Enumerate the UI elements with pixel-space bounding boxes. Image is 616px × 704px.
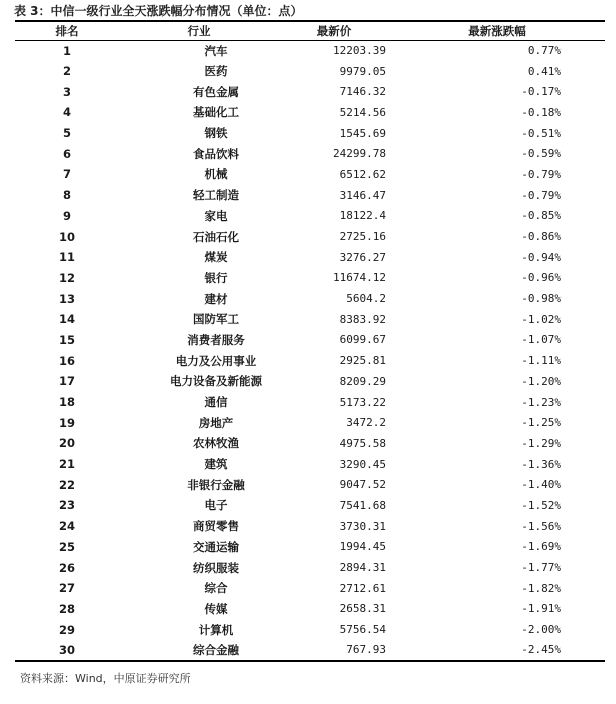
industry-cell: 房地产 [198, 415, 234, 430]
price-cell: 2925.81 [339, 354, 386, 368]
industry-cell: 机械 [204, 167, 228, 182]
price-cell: 5604.2 [346, 292, 386, 306]
table-row [15, 268, 605, 289]
rank-cell: 17 [58, 374, 75, 389]
table-row [15, 537, 605, 558]
rank-cell: 5 [62, 126, 71, 141]
industry-cell: 综合 [204, 581, 228, 596]
industry-cell: 交通运输 [193, 539, 239, 554]
rank-cell: 19 [58, 415, 75, 430]
change-cell: -0.94% [521, 250, 561, 264]
change-cell: -1.77% [521, 561, 561, 575]
industry-cell: 汽车 [204, 43, 228, 58]
rank-cell: 25 [58, 539, 75, 554]
header-latest-price: 最新价 [316, 23, 352, 38]
price-cell: 6512.62 [339, 167, 386, 181]
table-row [15, 61, 605, 82]
rank-cell: 28 [58, 601, 75, 616]
rank-cell: 26 [58, 560, 75, 575]
header-latest-change: 最新涨跌幅 [468, 23, 526, 38]
rank-cell: 12 [58, 270, 75, 285]
industry-cell: 石油石化 [193, 229, 239, 244]
price-cell: 9979.05 [339, 64, 386, 78]
industry-cell: 基础化工 [193, 105, 239, 120]
industry-cell: 传媒 [204, 601, 228, 616]
industry-cell: 建筑 [204, 457, 228, 472]
table-row [15, 102, 605, 123]
industry-cell: 银行 [204, 270, 228, 285]
table-row [15, 123, 605, 144]
change-cell: -1.91% [521, 602, 561, 616]
rank-cell: 6 [62, 146, 71, 161]
table-row [15, 164, 605, 185]
change-cell: -0.85% [521, 209, 561, 223]
industry-cell: 计算机 [198, 622, 234, 637]
change-cell: -1.29% [521, 436, 561, 450]
rank-cell: 3 [62, 84, 71, 99]
rank-cell: 7 [62, 167, 71, 182]
change-cell: -0.86% [521, 230, 561, 244]
price-cell: 3290.45 [339, 457, 386, 471]
table-header-row [15, 21, 605, 40]
change-cell: -1.52% [521, 498, 561, 512]
price-cell: 767.93 [346, 643, 386, 657]
table-row [15, 288, 605, 309]
change-cell: -1.11% [521, 354, 561, 368]
industry-cell: 商贸零售 [193, 519, 239, 534]
rank-cell: 15 [58, 332, 75, 347]
industry-change-table [15, 20, 605, 662]
rank-cell: 4 [62, 105, 71, 120]
rank-cell: 10 [58, 229, 75, 244]
rank-cell: 24 [58, 519, 75, 534]
change-cell: -0.59% [521, 147, 561, 161]
price-cell: 4975.58 [339, 436, 386, 450]
rank-cell: 27 [58, 581, 75, 596]
rank-cell: 16 [58, 353, 75, 368]
change-cell: 0.41% [527, 64, 561, 78]
change-cell: -0.79% [521, 167, 561, 181]
rank-cell: 18 [58, 395, 75, 410]
price-cell: 7146.32 [339, 85, 386, 99]
rank-cell: 20 [58, 436, 75, 451]
price-cell: 8383.92 [339, 312, 386, 326]
change-cell: -0.18% [521, 105, 561, 119]
header-industry: 行业 [187, 23, 211, 38]
price-cell: 2712.61 [339, 581, 386, 595]
rank-cell: 22 [58, 477, 75, 492]
change-cell: 0.77% [527, 44, 561, 58]
table-row [15, 495, 605, 516]
table-body [15, 40, 605, 661]
price-cell: 2658.31 [339, 602, 386, 616]
change-cell: -0.96% [521, 271, 561, 285]
table-row [15, 206, 605, 227]
change-cell: -1.07% [521, 333, 561, 347]
rank-cell: 14 [58, 312, 75, 327]
table-row [15, 640, 605, 661]
change-cell: -1.40% [521, 478, 561, 492]
rank-cell: 23 [58, 498, 75, 513]
industry-cell: 建材 [204, 291, 228, 306]
table-row [15, 412, 605, 433]
table-row [15, 371, 605, 392]
table-row [15, 185, 605, 206]
table-row [15, 557, 605, 578]
table-row [15, 516, 605, 537]
change-cell: -1.23% [521, 395, 561, 409]
industry-cell: 国防军工 [193, 312, 239, 327]
rank-cell: 2 [62, 64, 71, 79]
change-cell: -0.98% [521, 292, 561, 306]
table-row [15, 474, 605, 495]
industry-cell: 电子 [204, 498, 228, 513]
industry-cell: 电力设备及新能源 [170, 374, 262, 389]
header-rank: 排名 [55, 23, 79, 38]
table-row [15, 392, 605, 413]
table-row [15, 619, 605, 640]
price-cell: 18122.4 [339, 209, 386, 223]
industry-cell: 医药 [204, 64, 228, 79]
industry-cell: 食品饮料 [193, 146, 239, 161]
industry-cell: 综合金融 [193, 642, 239, 657]
table-row [15, 40, 605, 61]
table-row [15, 143, 605, 164]
change-cell: -1.69% [521, 540, 561, 554]
change-cell: -1.36% [521, 457, 561, 471]
price-cell: 1545.69 [339, 126, 386, 140]
price-cell: 2725.16 [339, 230, 386, 244]
industry-table-container [15, 20, 605, 662]
change-cell: -0.17% [521, 85, 561, 99]
change-cell: -2.00% [521, 623, 561, 637]
price-cell: 3276.27 [339, 250, 386, 264]
price-cell: 12203.39 [333, 44, 386, 58]
change-cell: -2.45% [521, 643, 561, 657]
source-note: 资料来源：Wind，中原证券研究所 [20, 672, 191, 685]
change-cell: -1.82% [521, 581, 561, 595]
industry-cell: 纺织服装 [193, 560, 239, 575]
table-row [15, 81, 605, 102]
change-cell: -1.56% [521, 519, 561, 533]
price-cell: 3472.2 [346, 416, 386, 430]
industry-cell: 钢铁 [204, 126, 228, 141]
rank-cell: 9 [62, 208, 71, 223]
rank-cell: 21 [58, 457, 75, 472]
rank-cell: 1 [62, 43, 71, 58]
industry-cell: 电力及公用事业 [175, 353, 257, 368]
price-cell: 5173.22 [339, 395, 386, 409]
industry-cell: 农林牧渔 [193, 436, 239, 451]
price-cell: 3146.47 [339, 188, 386, 202]
price-cell: 8209.29 [339, 374, 386, 388]
table-row [15, 454, 605, 475]
industry-cell: 家电 [204, 208, 228, 223]
price-cell: 11674.12 [333, 271, 386, 285]
change-cell: -0.79% [521, 188, 561, 202]
price-cell: 5214.56 [339, 105, 386, 119]
price-cell: 9047.52 [339, 478, 386, 492]
industry-cell: 轻工制造 [193, 188, 239, 203]
table-caption: 表 3：中信一级行业全天涨跌幅分布情况（单位：点） [14, 4, 303, 18]
rank-cell: 30 [58, 642, 75, 657]
table-row [15, 226, 605, 247]
industry-cell: 煤炭 [204, 250, 228, 265]
rank-cell: 29 [58, 622, 75, 637]
change-cell: -1.20% [521, 374, 561, 388]
rank-cell: 13 [58, 291, 75, 306]
rank-cell: 8 [62, 188, 71, 203]
table-row [15, 433, 605, 454]
industry-cell: 通信 [204, 395, 228, 410]
industry-cell: 非银行金融 [187, 477, 245, 492]
change-cell: -0.51% [521, 126, 561, 140]
table-row [15, 599, 605, 620]
change-cell: -1.02% [521, 312, 561, 326]
table-row [15, 330, 605, 351]
price-cell: 2894.31 [339, 561, 386, 575]
table-row [15, 578, 605, 599]
industry-cell: 有色金属 [193, 84, 239, 99]
rank-cell: 11 [58, 250, 75, 265]
price-cell: 5756.54 [339, 623, 386, 637]
price-cell: 3730.31 [339, 519, 386, 533]
table-row [15, 309, 605, 330]
industry-cell: 消费者服务 [187, 332, 245, 347]
table-row [15, 247, 605, 268]
change-cell: -1.25% [521, 416, 561, 430]
price-cell: 1994.45 [339, 540, 386, 554]
price-cell: 24299.78 [333, 147, 386, 161]
price-cell: 6099.67 [339, 333, 386, 347]
price-cell: 7541.68 [339, 498, 386, 512]
table-row [15, 350, 605, 371]
